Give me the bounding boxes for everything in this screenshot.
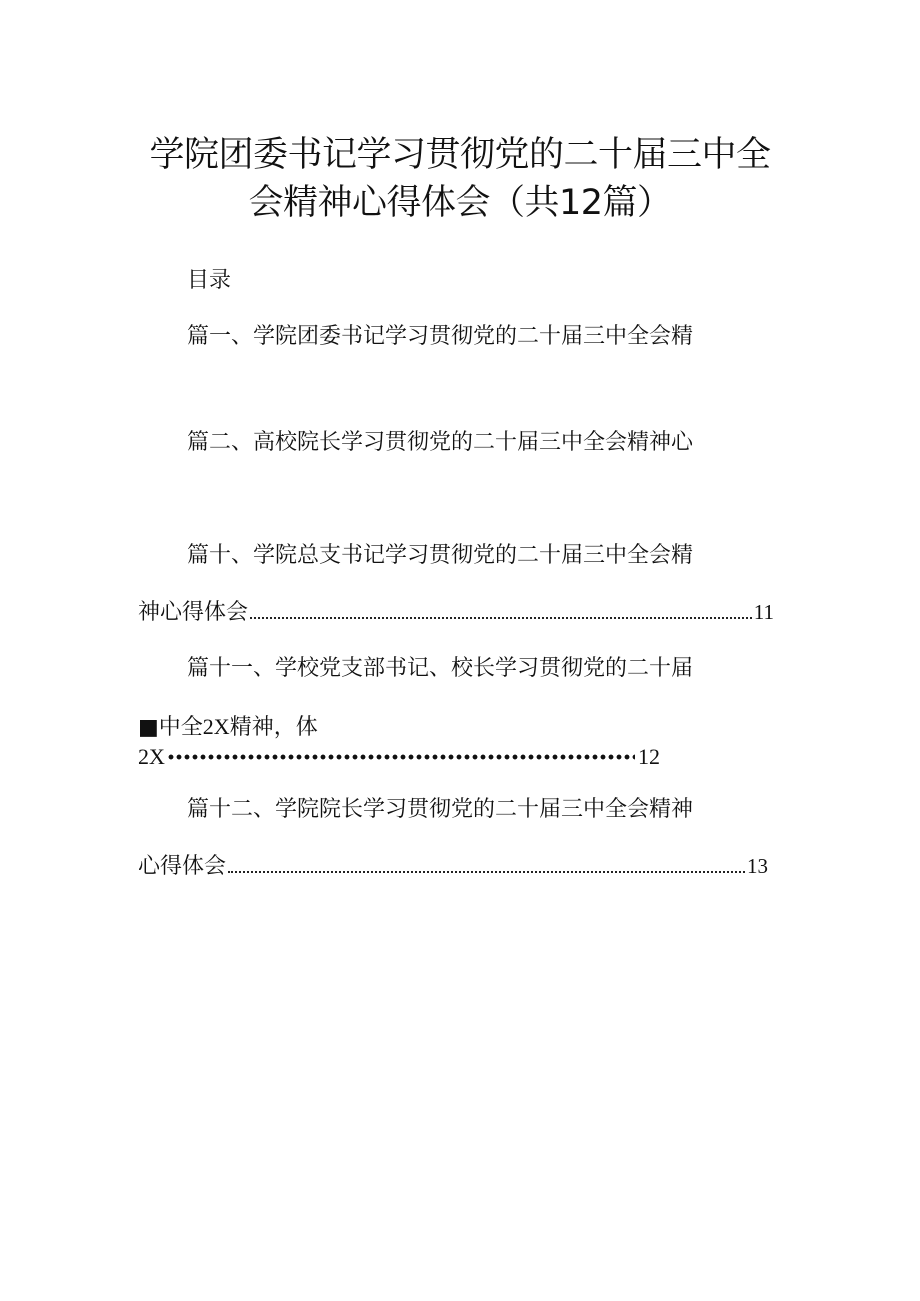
document-title-line-1: 学院团委书记学习贯彻党的二十届三中全	[149, 135, 771, 175]
toc-entry-12-text: 心得体会	[138, 854, 227, 879]
toc-entry-11-line-2-prefix: ■中全	[138, 715, 203, 740]
toc-entry-11-line-2-suffix: 精神，体	[229, 715, 318, 740]
toc-entry-11-line-3-text: 2X	[138, 744, 165, 769]
dot-leader	[167, 754, 635, 760]
toc-entry-11-line-1[interactable]: 篇十一、学校党支部书记、校长学习贯彻党的二十届	[187, 656, 694, 681]
toc-entry-10-line-1[interactable]: 篇十、学院总支书记学习贯彻党的二十届三中全会精	[187, 543, 694, 568]
toc-entry-10-line-2[interactable]	[138, 598, 774, 627]
dot-leader	[250, 617, 752, 619]
document-title-line-2: 会精神心得体会（共12篇）	[248, 183, 672, 223]
toc-entry-10-page: 11	[753, 600, 774, 624]
toc-entry-12-line-2[interactable]	[138, 852, 768, 881]
toc-entry-12-line-1[interactable]: 篇十二、学院院长学习贯彻党的二十届三中全会精神	[187, 797, 694, 822]
toc-heading: 目录	[187, 268, 232, 293]
toc-entry-2[interactable]: 篇二、高校院长学习贯彻党的二十届三中全会精神心	[187, 430, 694, 455]
toc-entry-1[interactable]: 篇一、学院团委书记学习贯彻党的二十届三中全会精	[187, 324, 694, 349]
dot-leader	[228, 871, 745, 873]
toc-entry-11-line-3[interactable]	[138, 743, 660, 771]
toc-entry-11-page: 12	[638, 744, 660, 769]
toc-entry-11-line-2-serif: 2X	[202, 714, 230, 739]
toc-entry-12-page: 13	[747, 854, 768, 878]
toc-entry-11-line-2[interactable]	[138, 713, 318, 742]
toc-entry-10-text: 神心得体会	[138, 600, 249, 625]
